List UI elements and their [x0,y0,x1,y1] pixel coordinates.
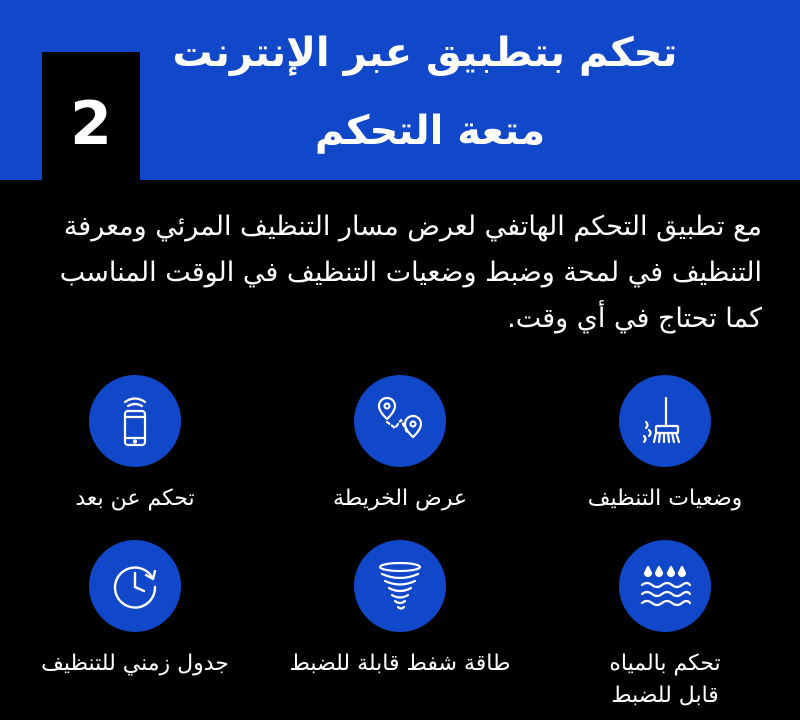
map-route-icon [371,392,429,450]
step-number-box [42,52,140,182]
feature-icon-circle [89,540,181,632]
feature-icon-circle [619,540,711,632]
tornado-icon [371,557,429,615]
feature-map-view [280,375,520,515]
feature-suction-power [280,540,520,680]
feature-label: طاقة شفط قابلة للضبط [289,651,511,676]
phone-wifi-icon [106,392,164,450]
feature-icon-circle [354,375,446,467]
feature-label: عرض الخريطة [333,486,467,511]
feature-cleaning-modes [545,375,785,515]
feature-label: وضعيات التنظيف [587,486,743,511]
title-line-2: متعة التحكم [314,108,546,154]
water-drops-icon [636,557,694,615]
feature-label: جدول زمني للتنظيف [41,651,229,676]
header-banner [0,0,800,180]
feature-label: تحكم عن بعد [75,486,195,511]
feature-label: تحكم بالمياه قابل للضبط [609,651,721,708]
feature-cleaning-schedule [15,540,255,680]
mop-icon [636,392,694,450]
step-number: 2 [70,89,112,159]
title-line-1: تحكم بتطبيق عبر الإنترنت [172,30,678,76]
clock-icon [106,557,164,615]
description-text: مع تطبيق التحكم الهاتفي لعرض مسار التنظيف المرئي ومعرفة التنظيف في لمحة وضبط وضعيات التنظيف في الوقت المناسب كما تحتاج في أي وقت. [59,211,762,334]
feature-icon-circle [89,375,181,467]
feature-remote-control [15,375,255,515]
feature-water-control [545,540,785,712]
feature-icon-circle [354,540,446,632]
feature-icon-circle [619,375,711,467]
